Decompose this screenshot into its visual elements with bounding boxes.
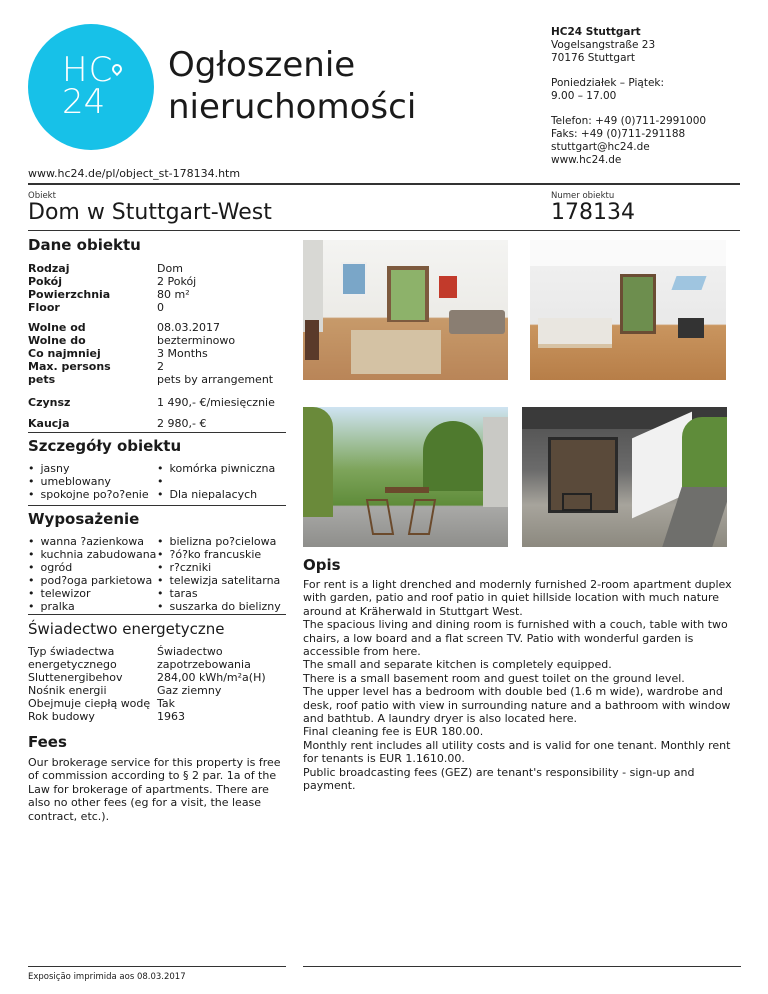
field-value: Tak <box>157 697 176 710</box>
field-label: Powierzchnia <box>28 288 111 301</box>
field-label: Wolne do <box>28 334 86 347</box>
photo-garden-patio[interactable] <box>303 407 508 547</box>
list-item: • kuchnia zabudowana <box>28 548 156 561</box>
field-label: Co najmniej <box>28 347 101 360</box>
list-item <box>157 475 275 488</box>
details-list-2 <box>157 462 275 501</box>
field-label: Typ świadectwa <box>28 645 115 658</box>
list-item: • taras <box>157 587 281 600</box>
list-item: • ?ó?ko francuskie <box>157 548 281 561</box>
footer-divider-right <box>303 966 741 967</box>
agency-fax: Faks: +49 (0)711-291188 <box>551 128 686 140</box>
section-heading-equipment: Wyposażenie <box>28 510 140 528</box>
agency-contact <box>551 26 706 167</box>
list-item: • spokojne po?o?enie <box>28 488 149 501</box>
field-label: Floor <box>28 301 60 314</box>
field-label: Obejmuje ciepłą wodę <box>28 697 151 710</box>
field-label: energetycznego <box>28 658 117 671</box>
logo-text-24: 24 <box>62 82 106 122</box>
field-value: 80 m² <box>157 288 190 301</box>
section-divider <box>28 614 286 615</box>
description-paragraph: Final cleaning fee is EUR 180.00. <box>303 725 484 739</box>
list-item: • Dla niepalacych <box>157 488 275 501</box>
description-paragraph: Monthly rent includes all utility costs and is valid for one tenant. Monthly rent for tenants is EUR 1.1610.00. <box>303 738 731 766</box>
object-number: 178134 <box>551 200 635 225</box>
section-divider <box>28 505 286 506</box>
document-title <box>168 44 416 128</box>
title-line-2: nieruchomości <box>168 87 417 127</box>
photo-roof-patio[interactable] <box>522 407 727 547</box>
field-value: pets by arrangement <box>157 373 274 386</box>
description-paragraph: The upper level has a bedroom with double bed (1.6 m wide), wardrobe and desk, roof patio with view in surrounding nature and a bathroom with window and bathtub. A laundry dryer is also located here. <box>303 685 731 726</box>
deposit-value: 2 980,- € <box>157 417 207 430</box>
equipment-list-2 <box>157 535 281 613</box>
object-url[interactable]: www.hc24.de/pl/object_st-178134.htm <box>28 167 241 180</box>
section-heading-description: Opis <box>303 556 341 574</box>
description-paragraph: The small and separate kitchen is completely equipped. <box>303 658 612 672</box>
title-line-1: Ogłoszenie <box>168 45 356 85</box>
section-heading-details: Szczegóły obiektu <box>28 437 182 455</box>
agency-name: HC24 Stuttgart <box>551 26 641 38</box>
footer-divider-left <box>28 966 286 967</box>
agency-street: Vogelsangstraße 23 <box>551 39 656 51</box>
logo-text-hc: HC <box>62 50 114 90</box>
description-paragraph: Public broadcasting fees (GEZ) are tenant's responsibility - sign-up and payment. <box>303 765 695 793</box>
list-item: • r?czniki <box>157 561 281 574</box>
field-value: 2 <box>157 360 164 373</box>
hours-label: Poniedziałek – Piątek: <box>551 77 665 89</box>
list-item: • pralka <box>28 600 156 613</box>
field-label: Rodzaj <box>28 262 70 275</box>
field-value: zapotrzebowania <box>157 658 251 671</box>
field-value: 3 Months <box>157 347 208 360</box>
field-label: Nośnik energii <box>28 684 107 697</box>
list-item: • wanna ?azienkowa <box>28 535 156 548</box>
field-value: Dom <box>157 262 183 275</box>
equipment-list-1 <box>28 535 156 613</box>
deposit-label: Kaucja <box>28 417 70 430</box>
agency-city: 70176 Stuttgart <box>551 52 635 64</box>
field-label: Max. persons <box>28 360 111 373</box>
description-paragraph: There is a small basement room and guest toilet on the ground level. <box>303 671 685 685</box>
rent-value: 1 490,- €/miesięcznie <box>157 396 275 409</box>
agency-phone: Telefon: +49 (0)711-2991000 <box>551 115 707 127</box>
header-divider <box>28 183 740 185</box>
list-item: • jasny <box>28 462 149 475</box>
section-heading-fees: Fees <box>28 733 67 751</box>
photo-living-room[interactable] <box>303 240 508 380</box>
list-item: • umeblowany <box>28 475 149 488</box>
description-paragraph: The spacious living and dining room is furnished with a couch, table with two chairs, a low board and a flat screen TV. Patio with wonderful garden is accessible from here. <box>303 618 728 659</box>
field-label: Pokój <box>28 275 62 288</box>
list-item: • suszarka do bielizny <box>157 600 281 613</box>
description-text <box>303 578 741 793</box>
object-title: Dom w Stuttgart-West <box>28 200 272 225</box>
hours-value: 9.00 – 17.00 <box>551 90 617 102</box>
description-paragraph: For rent is a light drenched and modernly furnished 2-room apartment duplex with garden, patio and roof patio in quiet hillside location with much nature around at Kräherwald in Stuttgart West. <box>303 578 732 618</box>
list-item: • ogród <box>28 561 156 574</box>
list-item: • bielizna po?cielowa <box>157 535 281 548</box>
field-value: 284,00 kWh/m²a(H) <box>157 671 266 684</box>
fees-text: Our brokerage service for this property is free of commission according to § 2 par. 1a of the Law for brokerage of apartments. There are also no other fees (eg for a visit, the lease contract, etc.). <box>28 756 281 823</box>
field-label: Rok budowy <box>28 710 95 723</box>
field-label: Sluttenergibehov <box>28 671 123 684</box>
field-value: Świadectwo <box>157 645 223 658</box>
field-label: Wolne od <box>28 321 86 334</box>
print-date: Exposição imprimida aos 08.03.2017 <box>28 972 186 982</box>
field-value: bezterminowo <box>157 334 236 347</box>
section-divider <box>28 432 286 433</box>
section-heading-energy: Świadectwo energetyczne <box>28 620 225 638</box>
agency-website[interactable]: www.hc24.de <box>551 154 622 166</box>
field-value: 08.03.2017 <box>157 321 220 334</box>
details-list-1 <box>28 462 149 501</box>
list-item: • komórka piwniczna <box>157 462 275 475</box>
photo-bedroom[interactable] <box>530 240 726 380</box>
list-item: • telewizor <box>28 587 156 600</box>
title-divider <box>28 230 740 231</box>
section-heading-data: Dane obiektu <box>28 236 141 254</box>
list-item: • telewizja satelitarna <box>157 574 281 587</box>
hc24-logo <box>28 24 154 150</box>
field-value: 0 <box>157 301 164 314</box>
field-value: 1963 <box>157 710 185 723</box>
field-value: Gaz ziemny <box>157 684 222 697</box>
object-number-label: Numer obiektu <box>551 191 615 201</box>
rent-label: Czynsz <box>28 396 71 409</box>
field-label: pets <box>28 373 56 386</box>
field-value: 2 Pokój <box>157 275 197 288</box>
agency-email[interactable]: stuttgart@hc24.de <box>551 141 650 153</box>
list-item: • pod?oga parkietowa <box>28 574 156 587</box>
object-label: Obiekt <box>28 191 56 201</box>
